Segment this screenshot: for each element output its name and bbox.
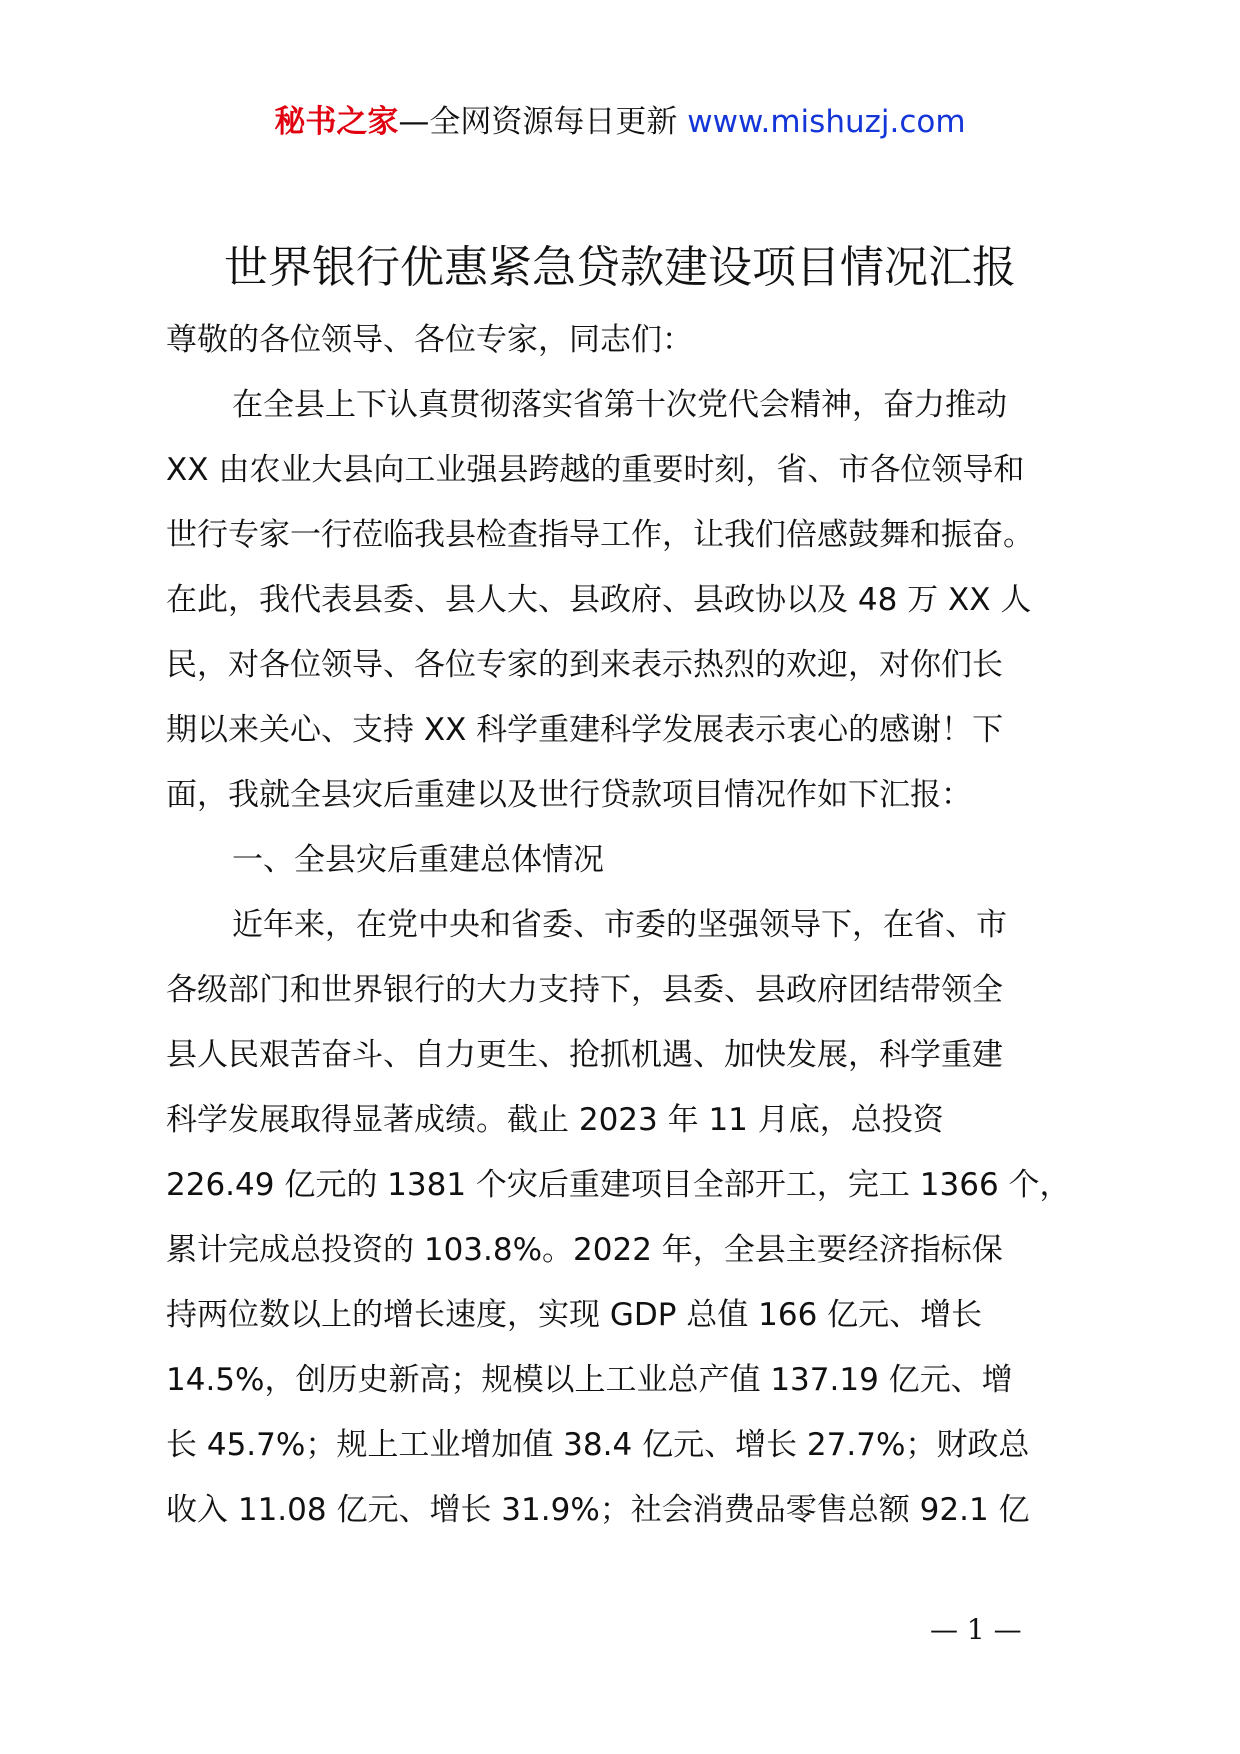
paragraph-line: 世行专家一行莅临我县检查指导工作，让我们倍感鼓舞和振奋。 [166,517,1034,553]
paragraph-line: 在全县上下认真贯彻落实省第十次党代会精神，奋力推动 [232,387,1007,423]
section-heading: 一、全县灾后重建总体情况 [232,842,604,878]
site-slogan: —全网资源每日更新 [398,104,678,140]
paragraph-line: 226.49 亿元的 1381 个灾后重建项目全部开工，完工 1366 个， [166,1167,1071,1203]
page-number: — 1 — [930,1613,1022,1646]
paragraph-line: 县人民艰苦奋斗、自力更生、抢抓机遇、加快发展，科学重建 [166,1037,1003,1073]
paragraph-line: 面，我就全县灾后重建以及世行贷款项目情况作如下汇报： [166,777,972,813]
paragraph-line: 期以来关心、支持 XX 科学重建科学发展表示衷心的感谢！下 [166,712,1004,748]
paragraph-line: 民，对各位领导、各位专家的到来表示热烈的欢迎，对你们长 [166,647,1003,683]
paragraph-line: 科学发展取得显著成绩。截止 2023 年 11 月底，总投资 [166,1102,944,1138]
paragraph-line: 收入 11.08 亿元、增长 31.9%；社会消费品零售总额 92.1 亿 [166,1492,1030,1528]
site-brand: 秘书之家 [274,104,399,140]
site-header [0,100,1240,144]
paragraph-line: 长 45.7%；规上工业增加值 38.4 亿元、增长 27.7%；财政总 [166,1427,1030,1463]
site-url-link[interactable]: www.mishuzj.com [687,104,966,140]
paragraph-line: XX 由农业大县向工业强县跨越的重要时刻，省、市各位领导和 [166,452,1025,488]
paragraph-line: 持两位数以上的增长速度，实现 GDP 总值 166 亿元、增长 [166,1297,983,1333]
paragraph-line: 在此，我代表县委、县人大、县政府、县政协以及 48 万 XX 人 [166,582,1032,618]
paragraph-line: 累计完成总投资的 103.8%。2022 年，全县主要经济指标保 [166,1232,1003,1268]
paragraph-line: 各级部门和世界银行的大力支持下，县委、县政府团结带领全 [166,972,1003,1008]
document-body [166,308,1110,1543]
paragraph-line: 14.5%，创历史新高；规模以上工业总产值 137.19 亿元、增 [166,1362,1013,1398]
document-title: 世界银行优惠紧急贷款建设项目情况汇报 [224,242,1016,293]
salutation: 尊敬的各位领导、各位专家，同志们： [166,322,693,358]
paragraph-line: 近年来，在党中央和省委、市委的坚强领导下，在省、市 [232,907,1007,943]
